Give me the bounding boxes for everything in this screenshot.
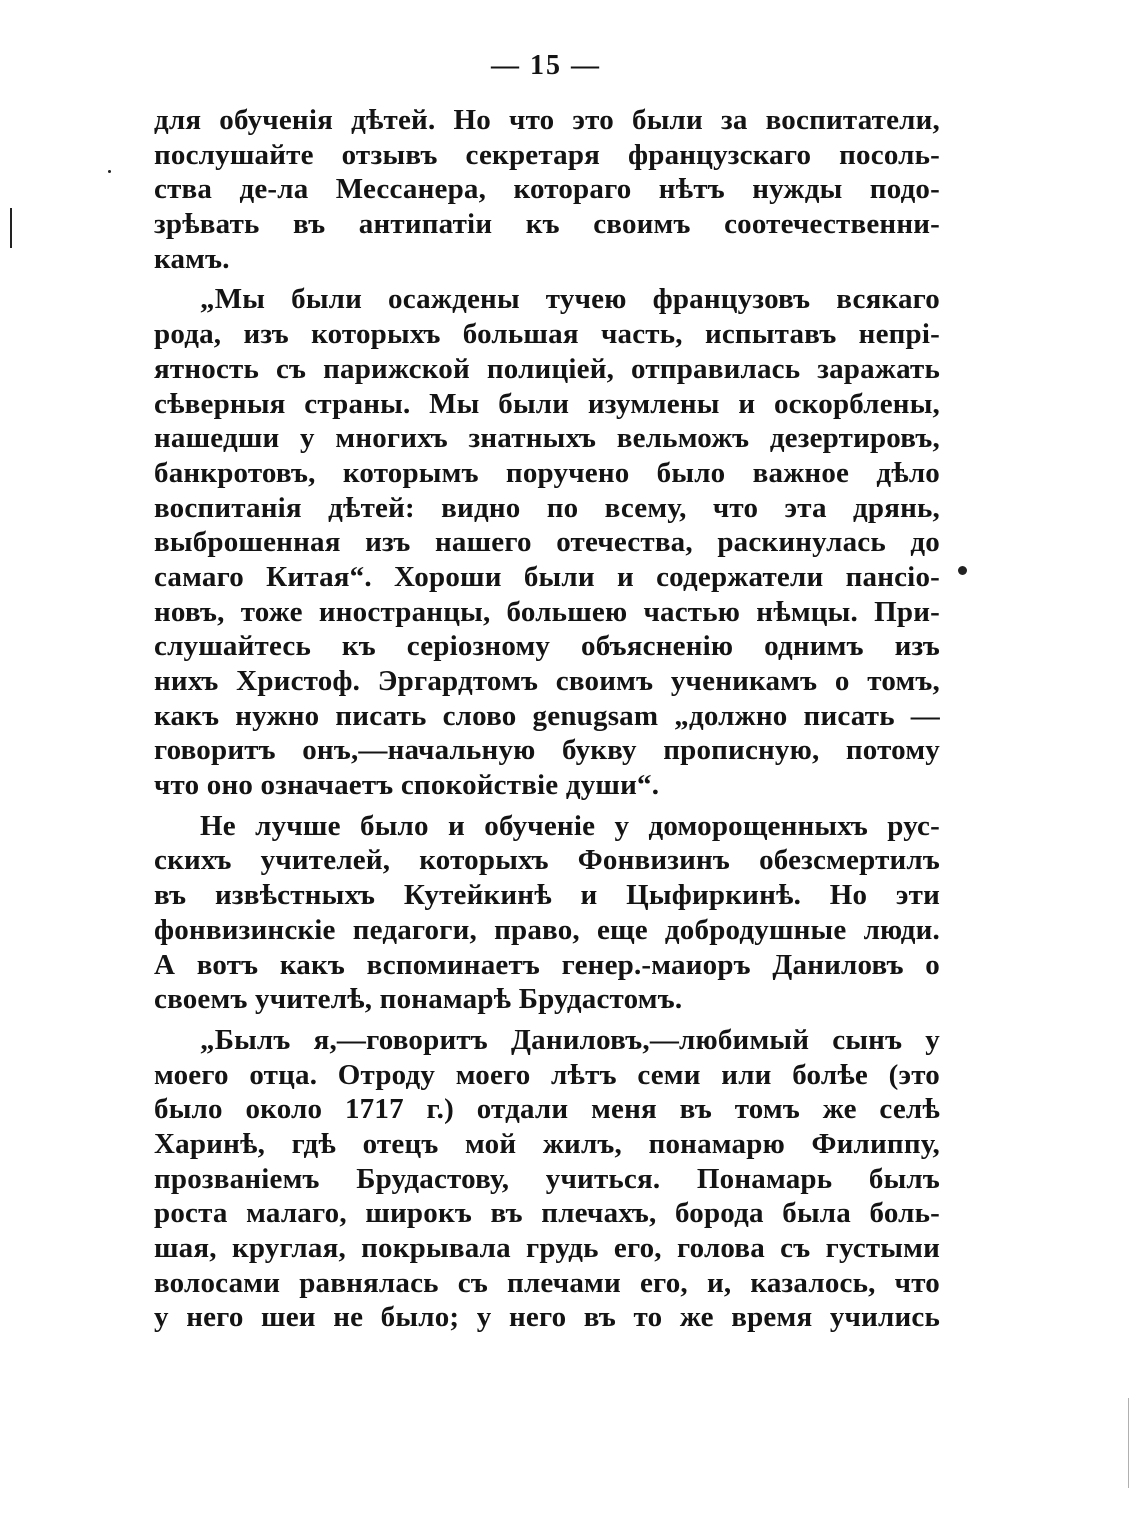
body-text <box>154 103 940 1335</box>
text-line: для обученія дѣтей. Но что это были за воспитатели, <box>154 104 940 136</box>
text-line: А вотъ какъ вспоминаетъ генер.-маиоръ Даниловъ о <box>154 948 940 981</box>
text-line: говоритъ онъ,—начальную букву прописную, потому <box>154 734 940 767</box>
text-line: Не лучше было и обученіе у доморощенныхъ рус- <box>200 809 940 842</box>
text-line: „Мы были осаждены тучею французовъ всякаго <box>200 283 940 316</box>
text-line: „Былъ я,—говоритъ Даниловъ,—любимый сынъ у <box>200 1023 940 1056</box>
text-line: выброшенная изъ нашего отечества, раскинулась до <box>154 526 940 559</box>
text-line: послушайте отзывъ секретаря французскаго посоль- <box>154 138 940 171</box>
text-line: въ извѣстныхъ Кутейкинѣ и Цыфиркинѣ. Но эти <box>154 879 940 912</box>
text-line: ства де-ла Мессанера, котораго нѣтъ нужды подо- <box>154 173 940 206</box>
text-line: шая, круглая, покрывала грудь его, голова съ густыми <box>154 1232 940 1264</box>
margin-dot-left <box>108 170 111 173</box>
text-line: камъ. <box>154 242 230 275</box>
text-line: нихъ Христоф. Эргардтомъ своимъ ученикамъ о томъ, <box>154 665 940 697</box>
text-line: роста малаго, широкъ въ плечахъ, борода была боль- <box>154 1197 940 1230</box>
text-line: прозваніемъ Брудастову, учиться. Понамарь былъ <box>154 1162 940 1195</box>
paragraph <box>154 1023 940 1335</box>
text-line: воспитанія дѣтей: видно по всему, что эта дрянь, <box>154 491 940 524</box>
text-line: зрѣвать въ антипатіи къ своимъ соотечественни- <box>154 208 940 241</box>
text-line: скихъ учителей, которыхъ Фонвизинъ обезсмертилъ <box>154 844 940 877</box>
text-line: было около 1717 г.) отдали меня въ томъ же селѣ <box>154 1093 940 1126</box>
margin-scan-edge <box>1128 1398 1129 1488</box>
paragraph <box>154 282 940 802</box>
text-line: своемъ учителѣ, понамарѣ Брудастомъ. <box>154 983 683 1016</box>
paragraph <box>154 103 940 276</box>
text-line: волосами равнялась съ плечами его, и, казалось, что <box>154 1266 940 1299</box>
text-line: нашедши у многихъ знатныхъ вельможъ дезертировъ, <box>154 422 940 455</box>
text-line: самаго Китая“. Хороши были и содержатели пансіо- <box>154 560 940 593</box>
text-line: фонвизинскіе педагоги, право, еще добродушные люди. <box>154 913 940 946</box>
text-line: ятность съ парижской полиціей, отправилась заражать <box>154 352 940 385</box>
page-number: — 15 — <box>491 50 601 81</box>
text-line: моего отца. Отроду моего лѣтъ семи или болѣе (это <box>154 1058 940 1091</box>
margin-scan-mark <box>10 208 12 248</box>
text-line: слушайтесь къ серіозному объясненію однимъ изъ <box>154 630 940 663</box>
text-line: новъ, тоже иностранцы, большею частью нѣмцы. При- <box>154 595 940 628</box>
text-line: Харинѣ, гдѣ отецъ мой жилъ, понамарю Филиппу, <box>154 1127 940 1160</box>
paragraph <box>154 809 940 1017</box>
text-line: что оно означаетъ спокойствіе души“. <box>154 769 660 802</box>
text-line: какъ нужно писать слово genugsam „должно писать — <box>154 699 940 732</box>
text-line: рода, изъ которыхъ большая часть, испытавъ непрі- <box>154 318 940 351</box>
text-line: сѣверныя страны. Мы были изумлены и оскорблены, <box>154 387 940 420</box>
margin-dot-right <box>958 566 967 575</box>
text-line: банкротовъ, которымъ поручено было важное дѣло <box>154 456 940 489</box>
text-line: у него шеи не было; у него въ то же время учились <box>154 1301 940 1334</box>
